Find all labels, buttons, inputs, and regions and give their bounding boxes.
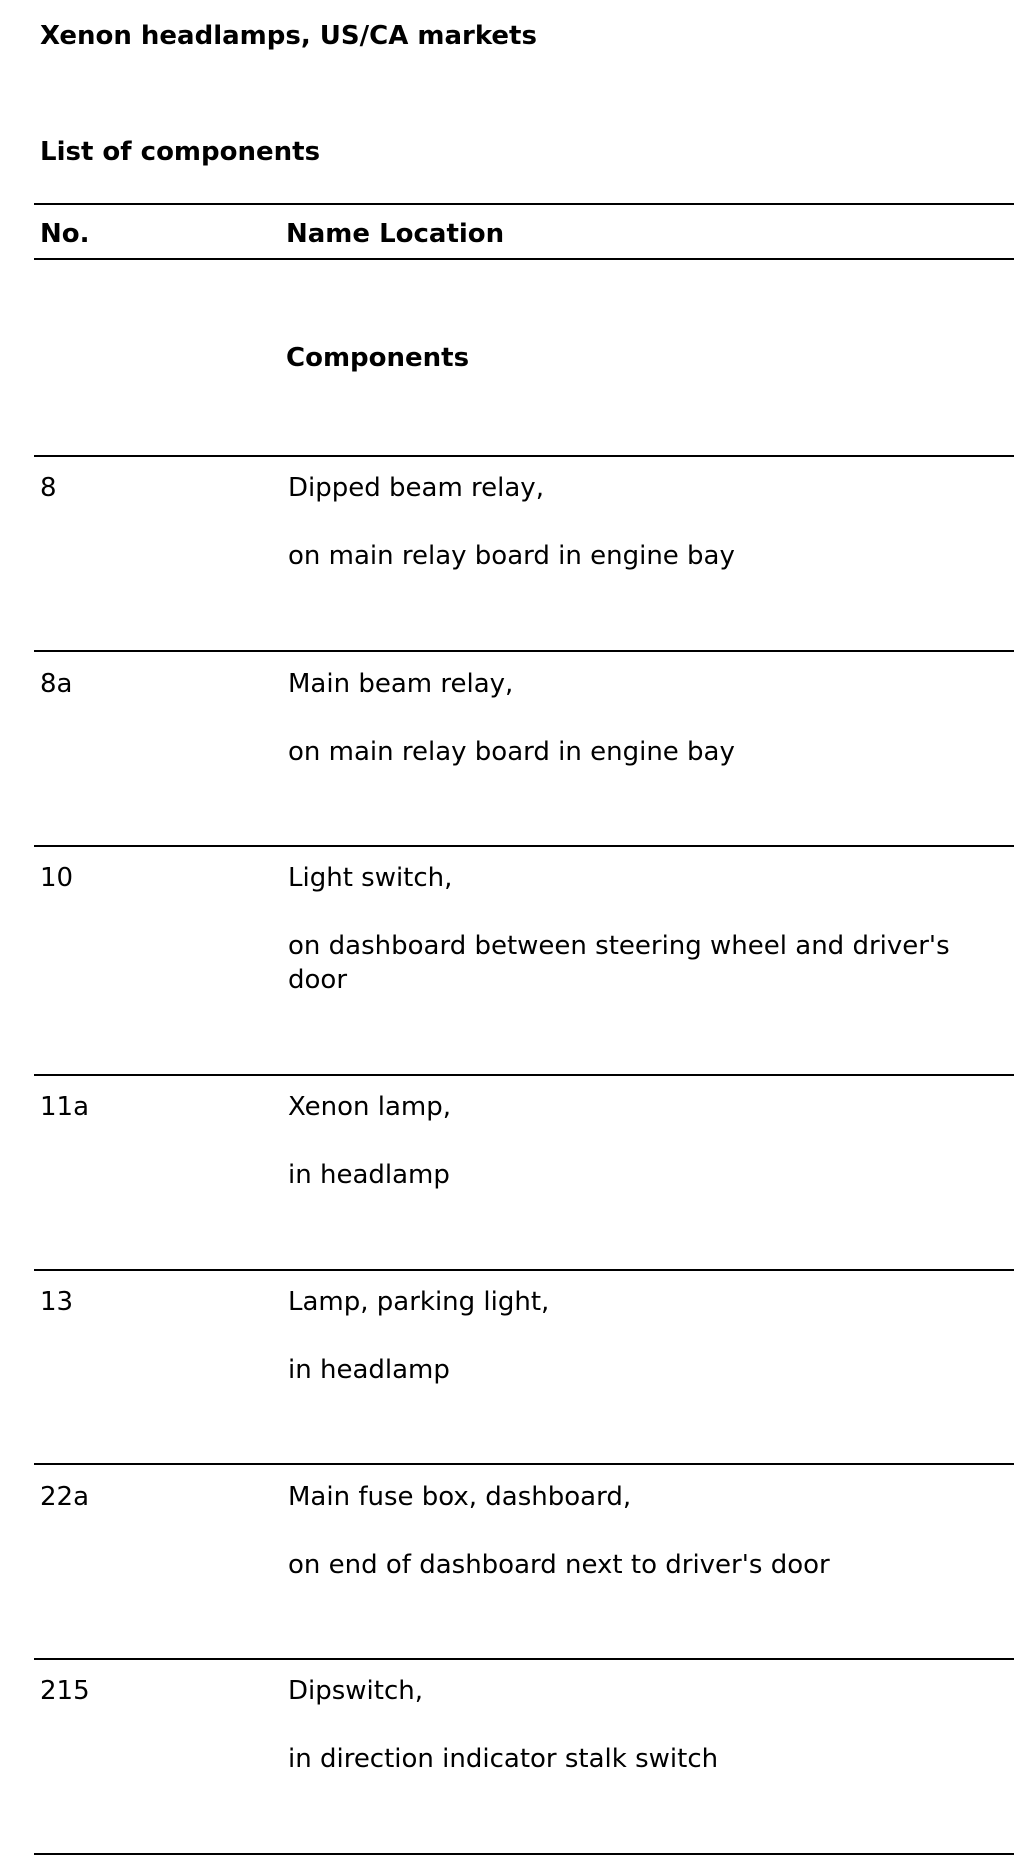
component-number: 215 xyxy=(40,1676,90,1706)
component-name: Main beam relay, xyxy=(288,669,514,699)
row-divider xyxy=(34,455,1014,457)
table-bottom-rule xyxy=(34,1853,1014,1855)
component-name: Dipswitch, xyxy=(288,1676,424,1706)
column-header-name-location: Name Location xyxy=(286,219,505,249)
header-bottom-rule xyxy=(34,258,1014,260)
section-title: List of components xyxy=(40,137,321,167)
component-location: in headlamp xyxy=(288,1160,450,1190)
row-divider xyxy=(34,1658,1014,1660)
component-number: 11a xyxy=(40,1092,90,1122)
component-location: on main relay board in engine bay xyxy=(288,541,735,571)
column-header-number: No. xyxy=(40,219,90,249)
row-divider xyxy=(34,1269,1014,1271)
component-name: Lamp, parking light, xyxy=(288,1287,550,1317)
component-name: Xenon lamp, xyxy=(288,1092,452,1122)
component-number: 8a xyxy=(40,669,73,699)
component-name: Dipped beam relay, xyxy=(288,473,544,503)
component-number: 13 xyxy=(40,1287,74,1317)
component-number: 22a xyxy=(40,1482,90,1512)
component-location: on dashboard between steering wheel and driver's door xyxy=(288,931,950,995)
component-location: on end of dashboard next to driver's door xyxy=(288,1550,830,1580)
row-divider xyxy=(34,1463,1014,1465)
row-divider xyxy=(34,650,1014,652)
component-location: in direction indicator stalk switch xyxy=(288,1744,719,1774)
component-name: Light switch, xyxy=(288,863,453,893)
component-number: 10 xyxy=(40,863,74,893)
table-top-rule xyxy=(34,203,1014,205)
component-location: on main relay board in engine bay xyxy=(288,737,735,767)
group-heading: Components xyxy=(286,343,470,373)
document-title: Xenon headlamps, US/CA markets xyxy=(40,21,537,51)
row-divider xyxy=(34,1074,1014,1076)
component-name: Main fuse box, dashboard, xyxy=(288,1482,632,1512)
component-number: 8 xyxy=(40,473,57,503)
row-divider xyxy=(34,845,1014,847)
component-location: in headlamp xyxy=(288,1355,450,1385)
